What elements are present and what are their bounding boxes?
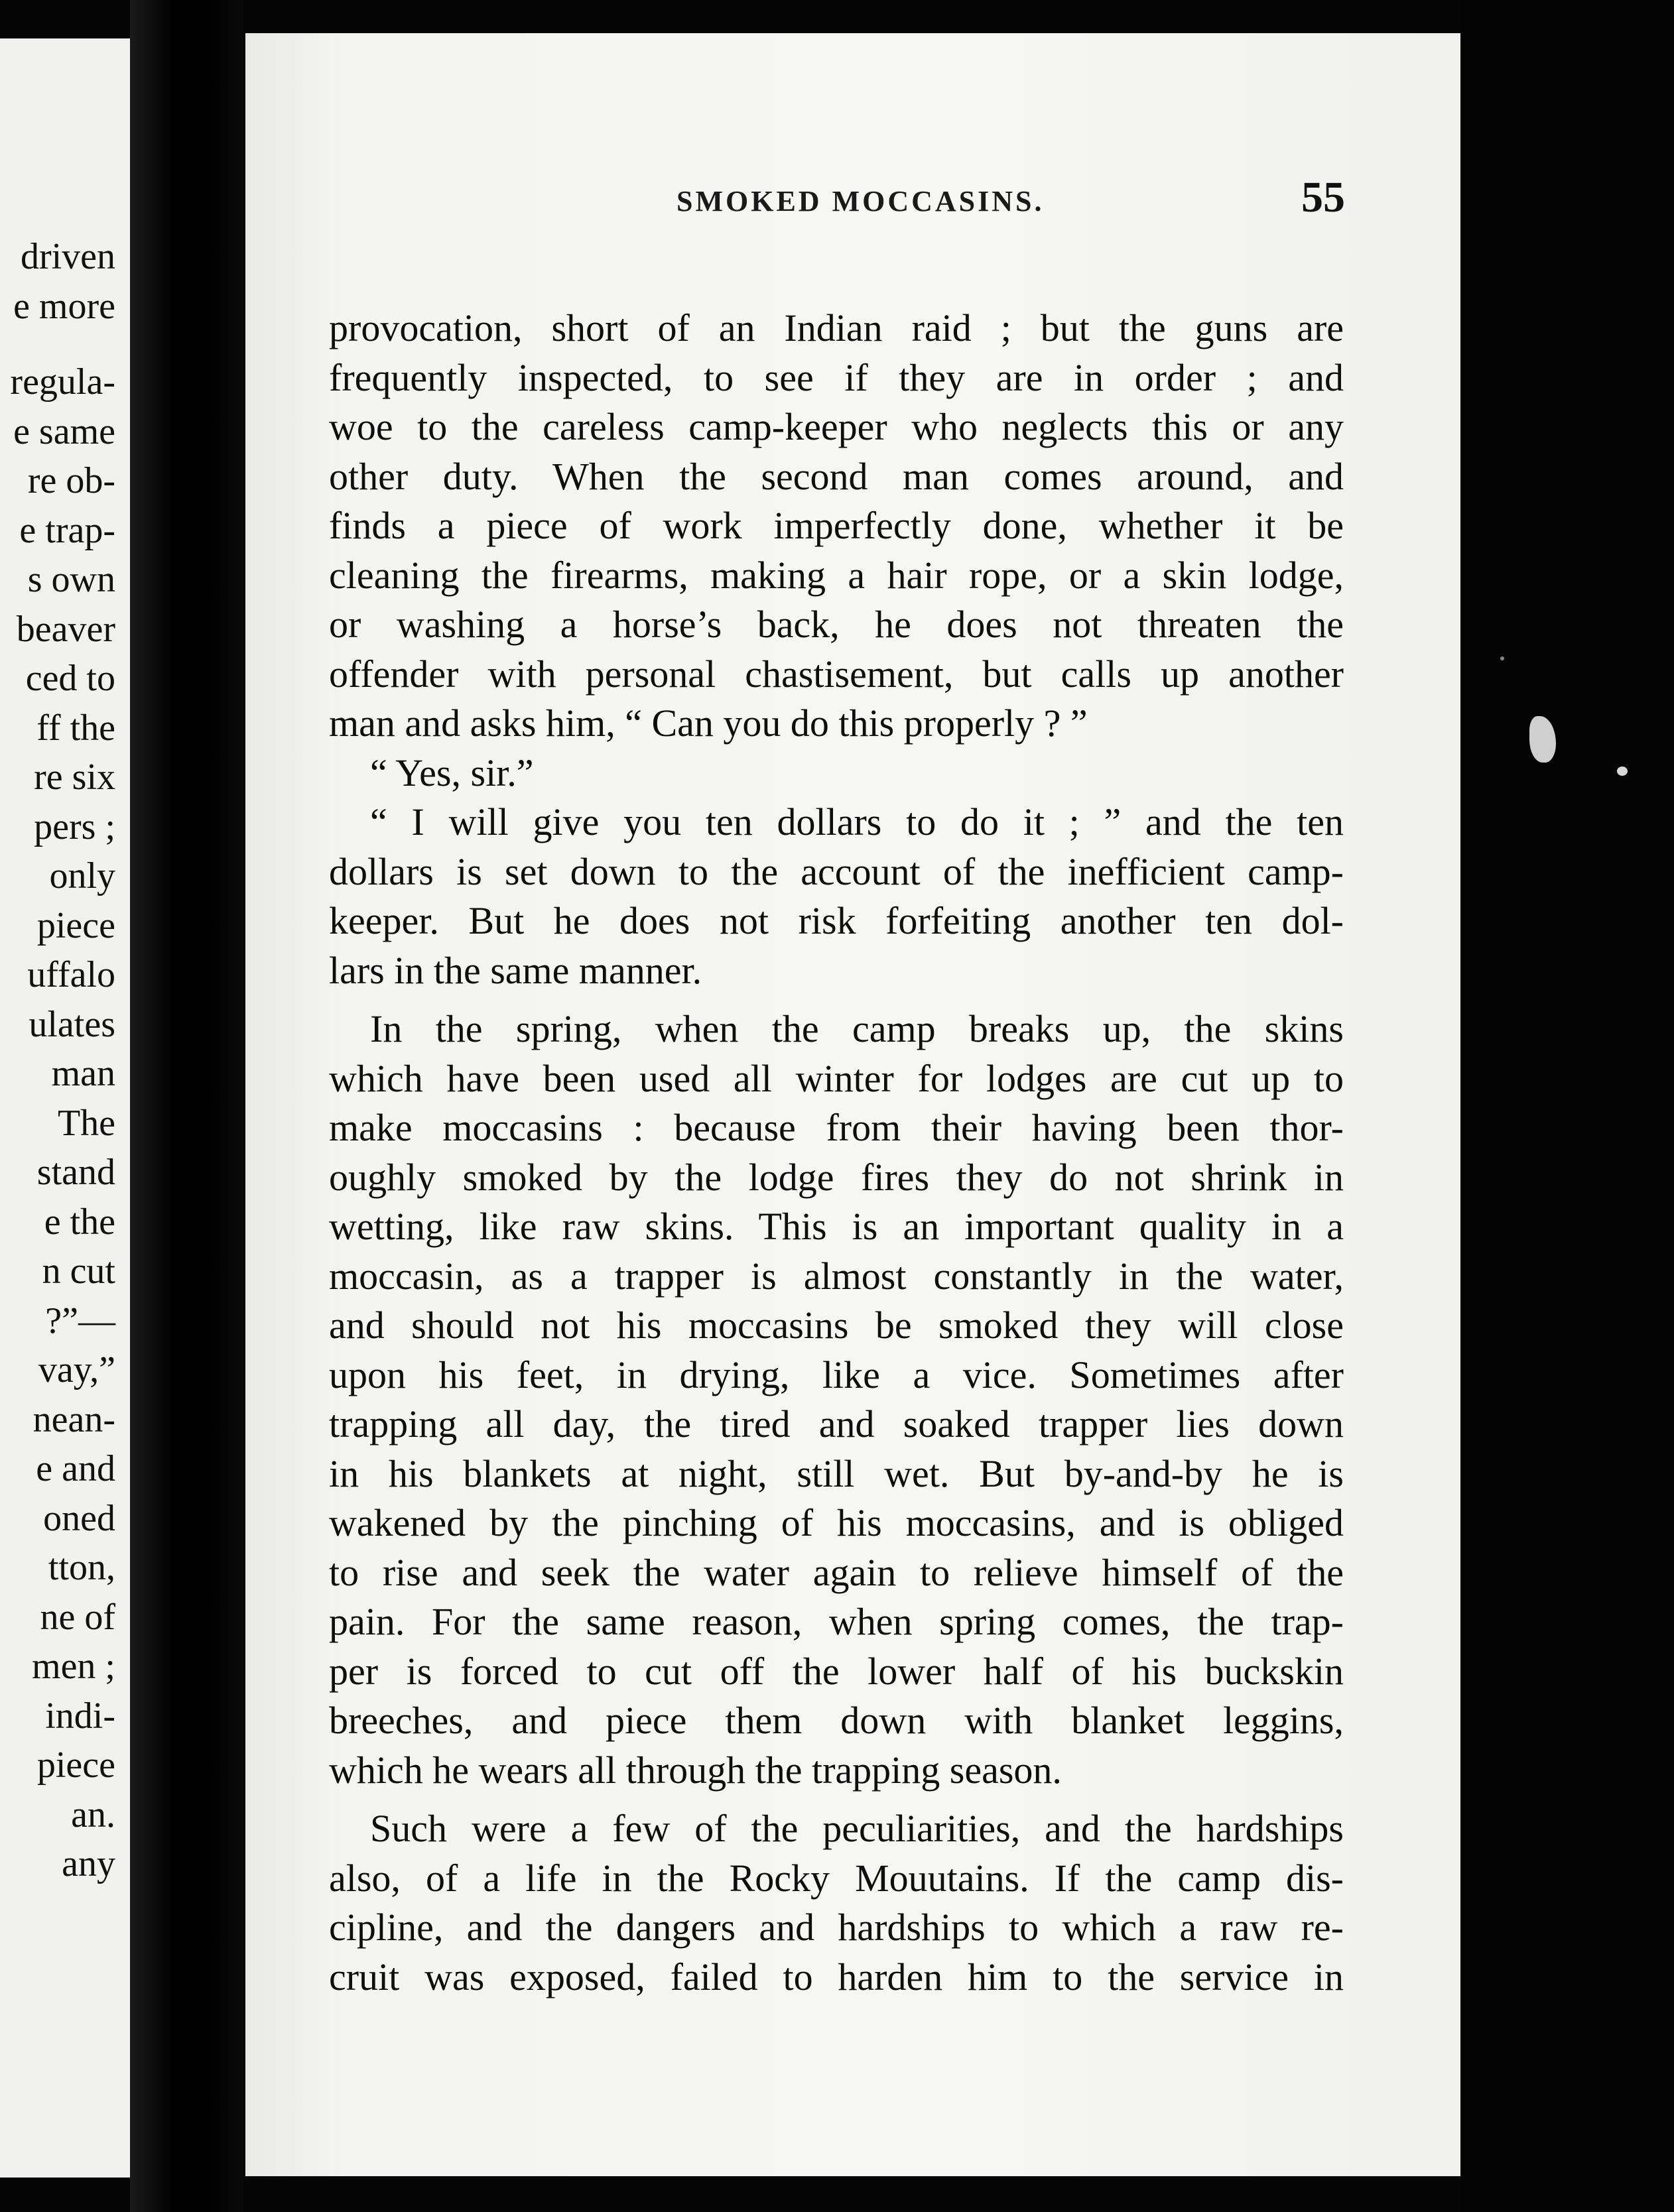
left-page-line: uffalo xyxy=(27,954,115,995)
text-line: and should not his moccasins be smoked they will close xyxy=(329,1304,1344,1347)
left-page-line: vay,” xyxy=(38,1349,115,1390)
text-line: dollars is set down to the account of the inefficient camp- xyxy=(329,849,1344,893)
text-line: woe to the careless camp-keeper who neglects this or any xyxy=(329,405,1344,448)
left-page-line: man xyxy=(51,1053,115,1094)
left-page-line: ne of xyxy=(40,1596,115,1638)
text-line: wakened by the pinching of his moccasins, and is obliged xyxy=(329,1501,1344,1544)
text-line: other duty. When the second man comes around, and xyxy=(329,454,1344,498)
text-line: make moccasins : because from their having been thor- xyxy=(329,1106,1344,1149)
left-page-line: The xyxy=(57,1102,115,1144)
dust-speck xyxy=(1617,767,1628,776)
left-page-line: beaver xyxy=(16,608,115,650)
text-line: cipline, and the dangers and hardships to which a raw re- xyxy=(329,1906,1344,1949)
left-page-line: oned xyxy=(43,1497,115,1539)
left-page-line: tton, xyxy=(48,1547,115,1588)
left-page-line: piece xyxy=(36,904,115,946)
text-line: wetting, like raw skins. This is an important quality in a xyxy=(329,1205,1344,1248)
left-page-line: e trap- xyxy=(19,509,115,551)
scanner-background xyxy=(1460,0,1674,2212)
text-line: in his blankets at night, still wet. But by-and-by he is xyxy=(329,1451,1344,1495)
left-page-line: ff the xyxy=(36,707,115,749)
left-page-line: e the xyxy=(44,1201,115,1243)
text-line: frequently inspected, to see if they are in order ; and xyxy=(329,355,1344,399)
left-page-line: ced to xyxy=(25,658,115,699)
text-line: “ I will give you ten dollars to do it ; ” and the ten xyxy=(370,800,1344,843)
left-page-line: stand xyxy=(36,1152,115,1193)
text-line: per is forced to cut off the lower half of his buckskin xyxy=(329,1649,1344,1693)
dust-speck xyxy=(1500,656,1504,660)
text-line: moccasin, as a trapper is almost constantly in the water, xyxy=(329,1254,1344,1298)
text-line: keeper. But he does not risk forfeiting another ten dol- xyxy=(329,899,1344,942)
text-line: oughly smoked by the lodge fires they do not shrink in xyxy=(329,1155,1344,1199)
left-page-line: men ; xyxy=(32,1646,115,1687)
text-line: Such were a few of the peculiarities, and the hardships xyxy=(370,1807,1344,1850)
left-page-line: indi- xyxy=(45,1695,115,1737)
left-page-line: regula- xyxy=(10,361,115,402)
body-text xyxy=(329,304,1344,2002)
text-line: cruit was exposed, failed to harden him to the service in xyxy=(329,1955,1344,1998)
text-line: also, of a life in the Rocky Mouutains. If the camp dis- xyxy=(329,1856,1344,1900)
text-line: upon his feet, in drying, like a vice. Sometimes after xyxy=(329,1353,1344,1396)
text-line: finds a piece of work imperfectly done, whether it be xyxy=(329,504,1344,547)
left-page-line: ?”— xyxy=(45,1300,115,1341)
dust-speck xyxy=(1529,716,1556,763)
text-line: breeches, and piece them down with blanket leggins, xyxy=(329,1699,1344,1742)
left-page-line: e same xyxy=(13,410,115,452)
text-line: provocation, short of an Indian raid ; but the guns are xyxy=(329,306,1344,349)
page-gutter xyxy=(130,0,243,2212)
text-line: which he wears all through the trapping season. xyxy=(329,1748,1062,1792)
main-page xyxy=(245,33,1460,2176)
left-page-line: piece xyxy=(36,1745,115,1786)
text-line: trapping all day, the tired and soaked trapper lies down xyxy=(329,1402,1344,1445)
left-page-line: n cut xyxy=(42,1251,115,1292)
text-line: In the spring, when the camp breaks up, the skins xyxy=(370,1007,1344,1050)
text-line: “ Yes, sir.” xyxy=(370,751,534,794)
text-line: pain. For the same reason, when spring comes, the trap- xyxy=(329,1600,1344,1643)
running-head: SMOKED MOCCASINS. xyxy=(676,185,1045,217)
left-page-line: pers ; xyxy=(34,806,115,847)
left-page-line: s own xyxy=(27,559,115,600)
text-line: which have been used all winter for lodges are cut up to xyxy=(329,1056,1344,1100)
left-page-line: nean- xyxy=(32,1398,115,1440)
text-line: lars in the same manner. xyxy=(329,948,702,992)
left-page-line: re ob- xyxy=(27,460,115,501)
text-line: offender with personal chastisement, but calls up another xyxy=(329,652,1344,696)
left-page-line: only xyxy=(49,855,115,896)
left-page-line: ulates xyxy=(29,1003,115,1045)
left-page-line: driven xyxy=(20,236,115,277)
left-page-line: e and xyxy=(36,1448,115,1489)
text-line: man and asks him, “ Can you do this properly ? ” xyxy=(329,702,1088,745)
text-line: or washing a horse’s back, he does not threaten the xyxy=(329,603,1344,646)
left-page-line: any xyxy=(62,1843,115,1884)
page-number: 55 xyxy=(1301,173,1345,221)
left-page-line: re six xyxy=(34,757,115,798)
left-page-line: e more xyxy=(13,285,115,327)
left-facing-page xyxy=(0,38,130,2178)
text-line: to rise and seek the water again to relieve himself of the xyxy=(329,1550,1344,1594)
left-page-line: an. xyxy=(71,1794,115,1835)
text-line: cleaning the firearms, making a hair rope, or a skin lodge, xyxy=(329,553,1344,597)
